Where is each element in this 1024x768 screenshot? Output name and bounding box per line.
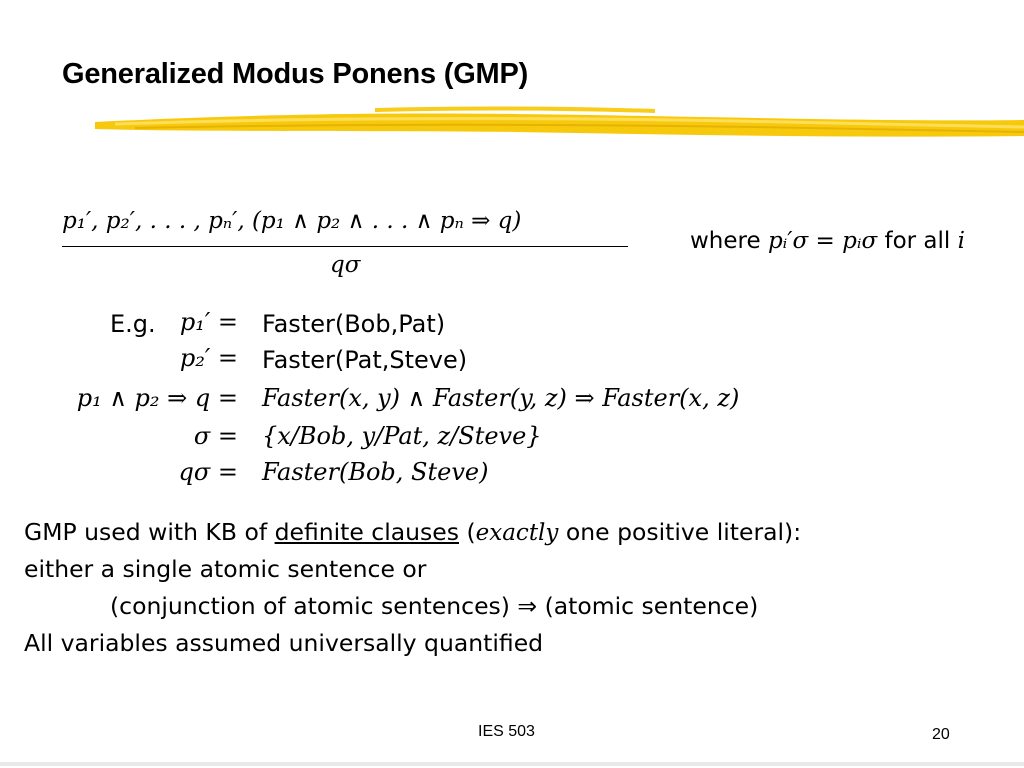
example-lhs-4: σ = <box>193 422 238 450</box>
footer-divider <box>0 762 1024 766</box>
example-label: E.g. <box>110 310 156 338</box>
note-text: GMP used with KB of <box>24 518 275 546</box>
rule-premises: p₁′, p₂′, . . . , pₙ′, (p₁ ∧ p₂ ∧ . . . ∧ pₙ ⇒ q) <box>62 208 522 234</box>
rule-condition <box>690 228 965 254</box>
example-lhs-2: p₂′ = <box>179 344 238 372</box>
note-text: one positive literal): <box>558 518 802 546</box>
example-rhs-5: Faster(Bob, Steve) <box>262 458 489 486</box>
example-rhs-2: Faster(Pat,Steve) <box>262 346 468 374</box>
where-label: where <box>690 228 761 254</box>
condition-formula: pᵢ′σ = pᵢσ <box>767 228 878 254</box>
definite-clauses-term: definite clauses <box>274 518 459 546</box>
condition-variable: i <box>957 228 965 254</box>
yellow-highlight-stroke <box>95 102 1024 144</box>
example-rhs-1: Faster(Bob,Pat) <box>262 310 446 338</box>
example-rhs-4: {x/Bob, y/Pat, z/Steve} <box>262 422 542 450</box>
example-lhs-1: p₁′ = <box>179 308 238 336</box>
note-line-1 <box>24 518 801 546</box>
exactly-emphasis: exactly <box>475 520 559 546</box>
inference-bar <box>62 246 628 247</box>
note-line-3: (conjunction of atomic sentences) ⇒ (atomic sentence) <box>110 592 759 620</box>
footer-course: IES 503 <box>478 723 535 740</box>
example-rhs-3: Faster(x, y) ∧ Faster(y, z) ⇒ Faster(x, z) <box>262 384 740 412</box>
note-line-4: All variables assumed universally quantified <box>24 629 544 657</box>
page-number: 20 <box>932 726 950 743</box>
example-lhs-5: qσ = <box>178 458 238 486</box>
slide-title: Generalized Modus Ponens (GMP) <box>62 58 529 90</box>
for-all-label: for all <box>884 228 951 254</box>
note-text: ( <box>459 518 476 546</box>
note-line-2: either a single atomic sentence or <box>24 555 427 583</box>
example-lhs-3: p₁ ∧ p₂ ⇒ q = <box>76 384 238 412</box>
rule-conclusion: qσ <box>330 252 361 278</box>
